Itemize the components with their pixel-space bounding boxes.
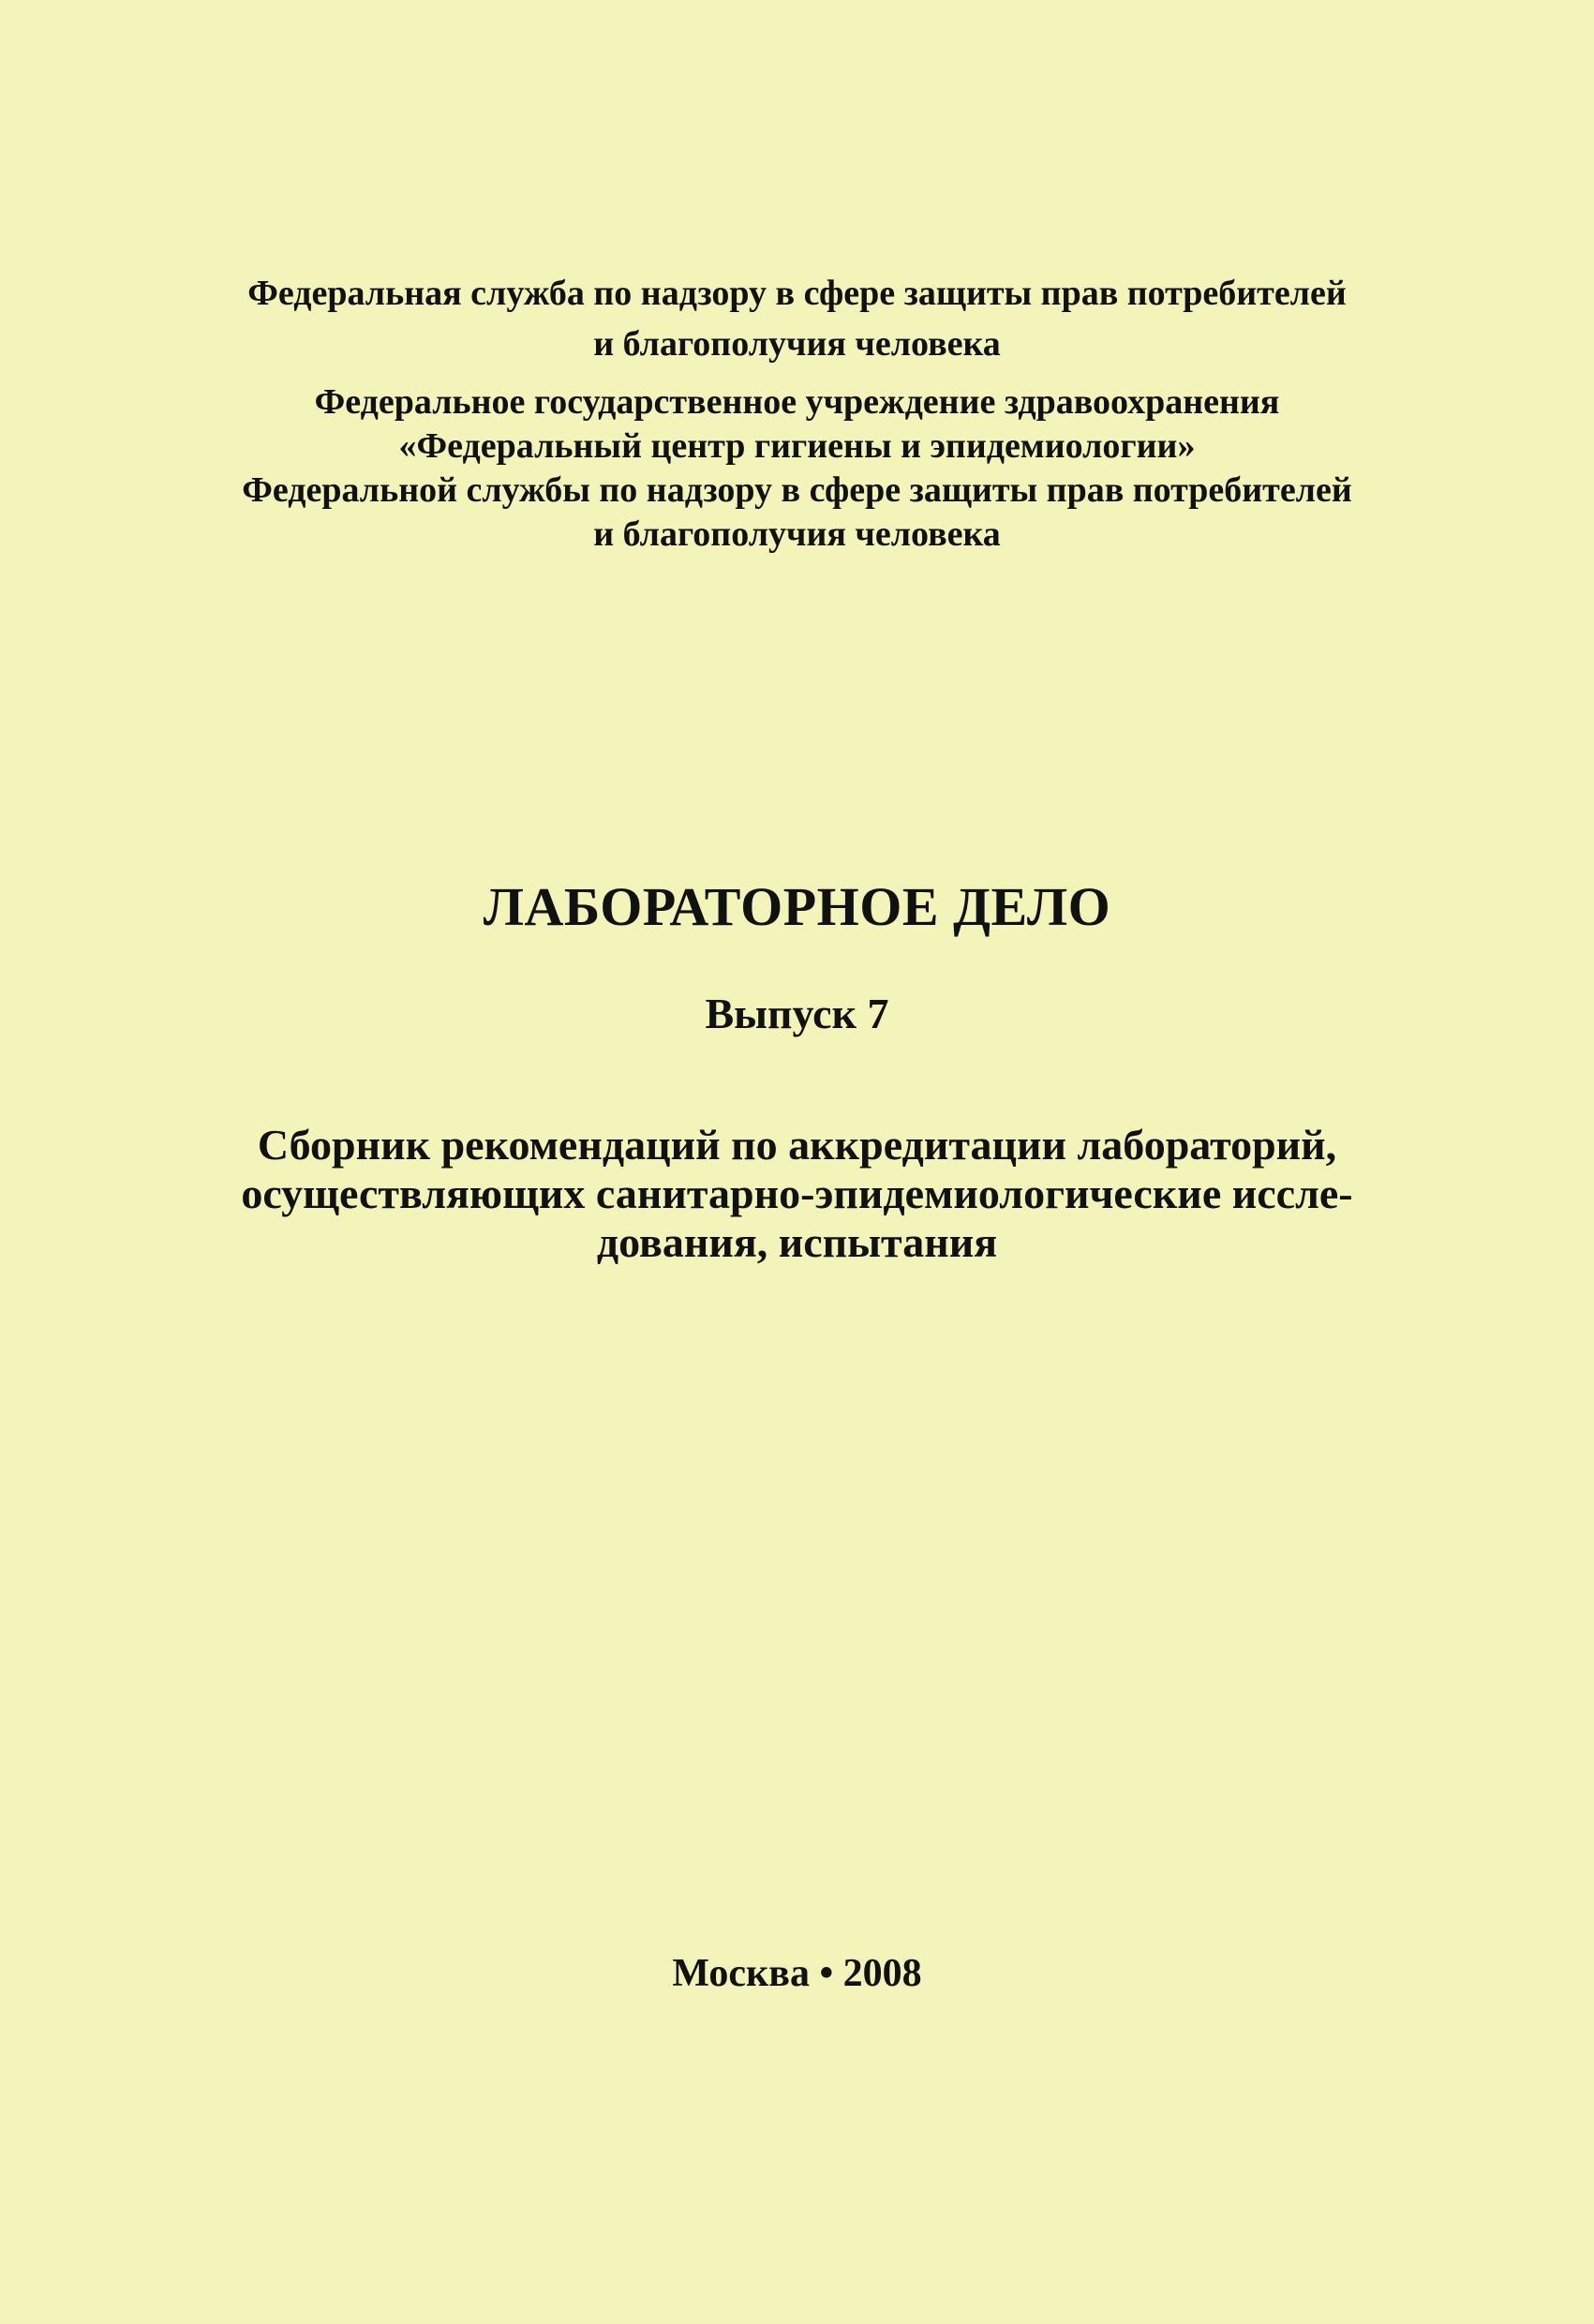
subtitle-line: осуществляющих санитарно-эпидемиологические иссле- (241, 1169, 1353, 1217)
agency-heading (0, 268, 1594, 369)
institution-line: Федеральное государственное учреждение здравоохранения (314, 382, 1280, 422)
issue-number: Выпуск 7 (705, 990, 889, 1037)
agency-line: и благополучия человека (593, 324, 1001, 364)
institution-line: и благополучия человека (593, 514, 1001, 554)
agency-line: Федеральная служба по надзору в сфере защиты прав потребителей (247, 274, 1347, 313)
document-subtitle (0, 1121, 1594, 1267)
subtitle-line: Сборник рекомендаций по аккредитации лабораторий, (257, 1121, 1337, 1169)
series-title: ЛАБОРАТОРНОЕ ДЕЛО (483, 876, 1111, 937)
institution-line: «Федеральный центр гигиены и эпидемиологии» (398, 426, 1196, 466)
imprint: Москва • 2008 (672, 1952, 922, 1995)
institution-heading (0, 380, 1594, 557)
subtitle-line: дования, испытания (596, 1218, 998, 1266)
institution-line: Федеральной службы по надзору в сфере защиты прав потребителей (242, 470, 1352, 510)
